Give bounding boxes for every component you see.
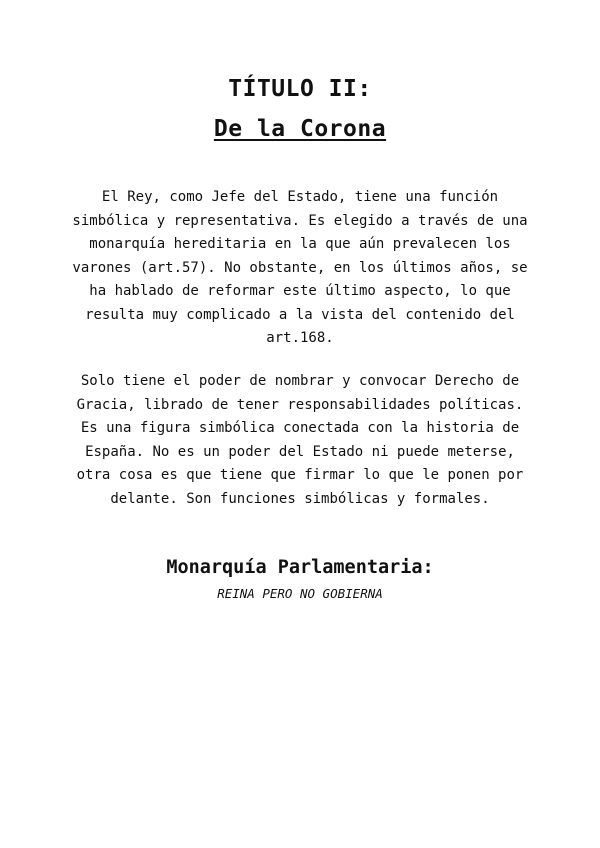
subheading: Monarquía Parlamentaria: — [166, 557, 434, 578]
motto: REINA PERO NO GOBIERNA — [217, 586, 383, 601]
title-line-2: De la Corona — [213, 116, 387, 142]
paragraph-2: Solo tiene el poder de nombrar y convocar Derecho de Gracia, librado de tener responsabilidades políticas. Es una figura simbólica conectada con la historia de España. No es un poder del Estado ni puede meterse, otra cosa es que tiene que firmar lo que le ponen por delante. Son funciones simbólicas y formales. — [76, 373, 524, 507]
title-line-1: TÍTULO II: — [228, 76, 372, 102]
paragraph-1: El Rey, como Jefe del Estado, tiene una función simbólica y representativa. Es elegido a través de una monarquía hereditaria en la que aún prevalecen los varones (art.57). No obstante, en los últimos años, se ha hablado de reformar este último aspecto, lo que resulta muy complicado a la vista del contenido del art.168. — [72, 189, 528, 346]
